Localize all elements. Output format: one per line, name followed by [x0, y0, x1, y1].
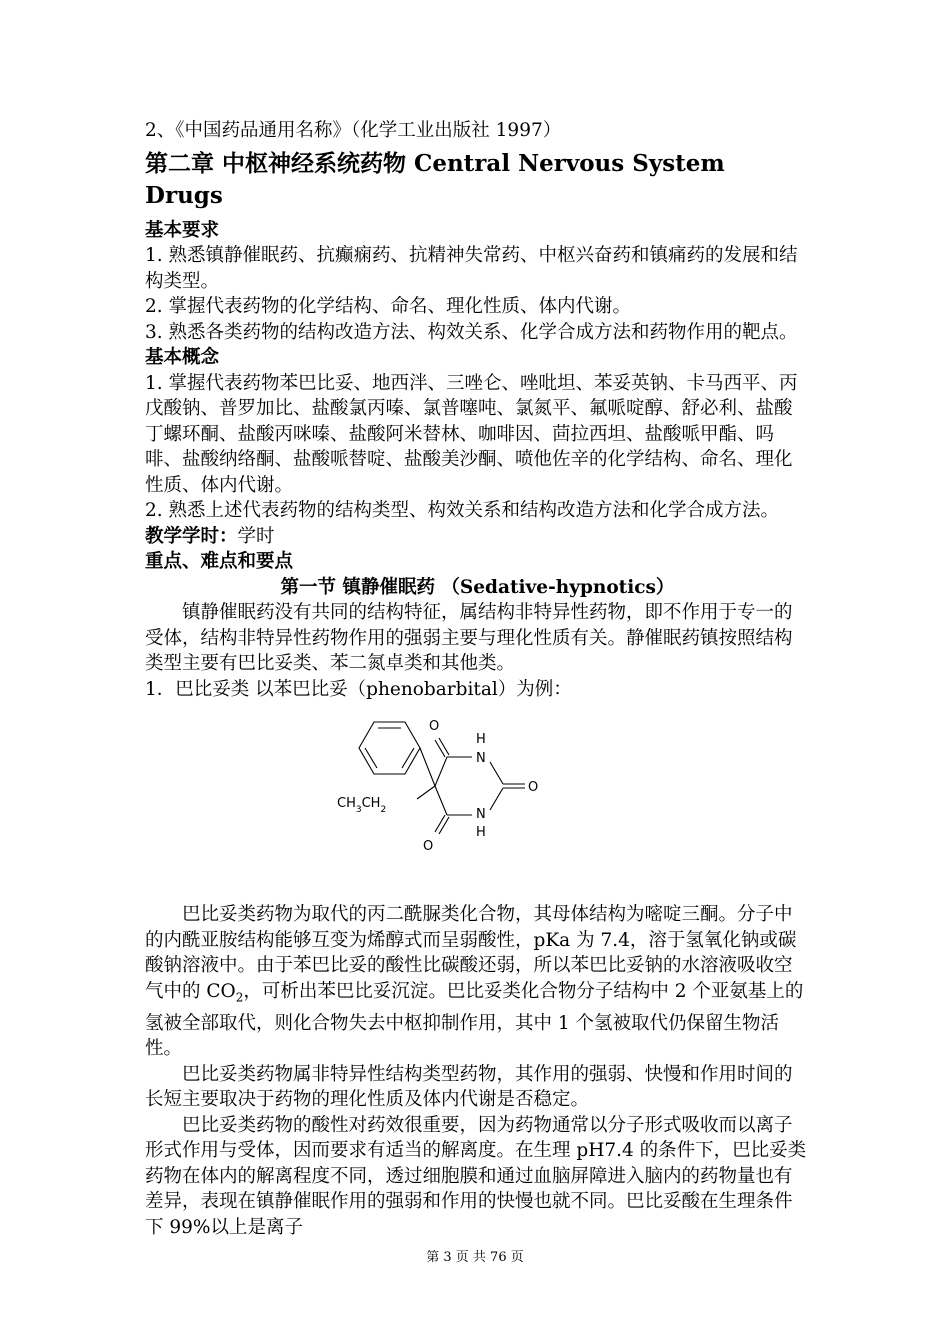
paragraph-acidity-part1: 巴比妥类药物为取代的丙二酰脲类化合物，其母体结构为嘧啶三酮。分子中的内酰亚胺结构能够互变为烯醇式而呈弱酸性，pKa 为 7.4，溶于氢氧化钠或碳酸钠溶液中。由于苯巴比妥的酸性比碳酸还弱，所以苯巴比妥钠的水溶液吸收空气中的 CO	[145, 904, 797, 1002]
paragraph-acidity	[145, 902, 810, 1062]
co2-subscript: 2	[235, 990, 244, 1005]
requirement-item: 3. 熟悉各类药物的结构改造方法、构效关系、化学合成方法和药物作用的靶点。	[145, 321, 798, 343]
paragraph-nonspecific: 巴比妥类药物属非特异性结构类型药物，其作用的强弱、快慢和作用时间的长短主要取决于药物的理化性质及体内代谢是否稳定。	[145, 1063, 793, 1111]
atom-n-top: N	[476, 751, 486, 766]
teaching-hours-value: 学时	[237, 525, 275, 547]
atom-o-top: O	[429, 719, 440, 734]
concept-item: 2. 熟悉上述代表药物的结构类型、构效关系和结构改造方法和化学合成方法。	[145, 500, 780, 521]
requirement-item: 1. 熟悉镇静催眠药、抗癫痫药、抗精神失常药、中枢兴奋药和镇痛药的发展和结构类型。	[145, 245, 798, 292]
benzene-ring	[359, 722, 420, 774]
barbiturate-item: 1．巴比妥类 以苯巴比妥（phenobarbital）为例：	[145, 678, 572, 700]
concepts-heading: 基本概念	[145, 347, 220, 368]
chapter-title: 第二章 中枢神经系统药物 Central Nervous System Drugs	[145, 149, 725, 209]
concept-item: 1. 掌握代表药物苯巴比妥、地西泮、三唑仑、唑吡坦、苯妥英钠、卡马西平、丙戊酸钠、普罗加比、盐酸氯丙嗪、氯普噻吨、氯氮平、氟哌啶醇、舒必利、盐酸丁螺环酮、盐酸丙咪嗪、盐酸阿米替林、咖啡因、茴拉西坦、盐酸哌甲酯、吗啡、盐酸纳络酮、盐酸哌替啶、盐酸美沙酮、喷他佐辛的化学结构、命名、理化性质、体内代谢。	[145, 372, 798, 496]
key-points-heading: 重点、难点和要点	[145, 551, 294, 572]
teaching-hours	[145, 524, 810, 550]
atom-h-top: H	[476, 732, 486, 747]
atom-n-bottom: N	[476, 807, 486, 822]
reference-line: 2、《中国药品通用名称》（化学工业出版社 1997）	[145, 120, 562, 141]
section-title: 第一节 镇静催眠药 （Sedative-hypnotics）	[280, 576, 675, 598]
teaching-hours-label: 教学学时：	[145, 525, 238, 547]
paragraph-acidity-part2: ，可析出苯巴比妥沉淀。巴比妥类化合物分子结构中 2 个亚氨基上的氢被全部取代，则化合物失去中枢抑制作用，其中 1 个氢被取代仍保留生物活性。	[145, 980, 804, 1060]
requirements-heading: 基本要求	[145, 219, 220, 241]
requirement-item: 2. 掌握代表药物的化学结构、命名、理化性质、体内代谢。	[145, 296, 632, 317]
paragraph-ionization: 巴比妥类药物的酸性对药效很重要，因为药物通常以分子形式吸收而以离子形式作用与受体，因而要求有适当的解离度。在生理 pH7.4 的条件下，巴比妥类药物在体内的解离程度不同，透过细胞膜和通过血脑屏障进入脑内的药物量也有差异，表现在镇静催眠作用的强弱和作用的快慢也就不同。巴比妥酸在生理条件下 99%以上是离子	[145, 1114, 807, 1238]
page-footer: 第 3 页 共 76 页	[426, 1250, 524, 1265]
phenobarbital-diagram	[335, 706, 565, 856]
intro-paragraph: 镇静催眠药没有共同的结构特征，属结构非特异性药物，即不作用于专一的受体，结构非特异性药物作用的强弱主要与理化性质有关。静催眠药镇按照结构类型主要有巴比妥类、苯二氮卓类和其他类。	[145, 602, 793, 674]
atom-o-right: O	[528, 780, 539, 795]
ethyl-group: $CH_3CH_2$	[337, 796, 387, 815]
atom-h-bottom: H	[476, 825, 486, 840]
document-page	[145, 118, 810, 1240]
atom-o-bottom: O	[423, 839, 434, 854]
phenobarbital-structure	[145, 702, 810, 902]
